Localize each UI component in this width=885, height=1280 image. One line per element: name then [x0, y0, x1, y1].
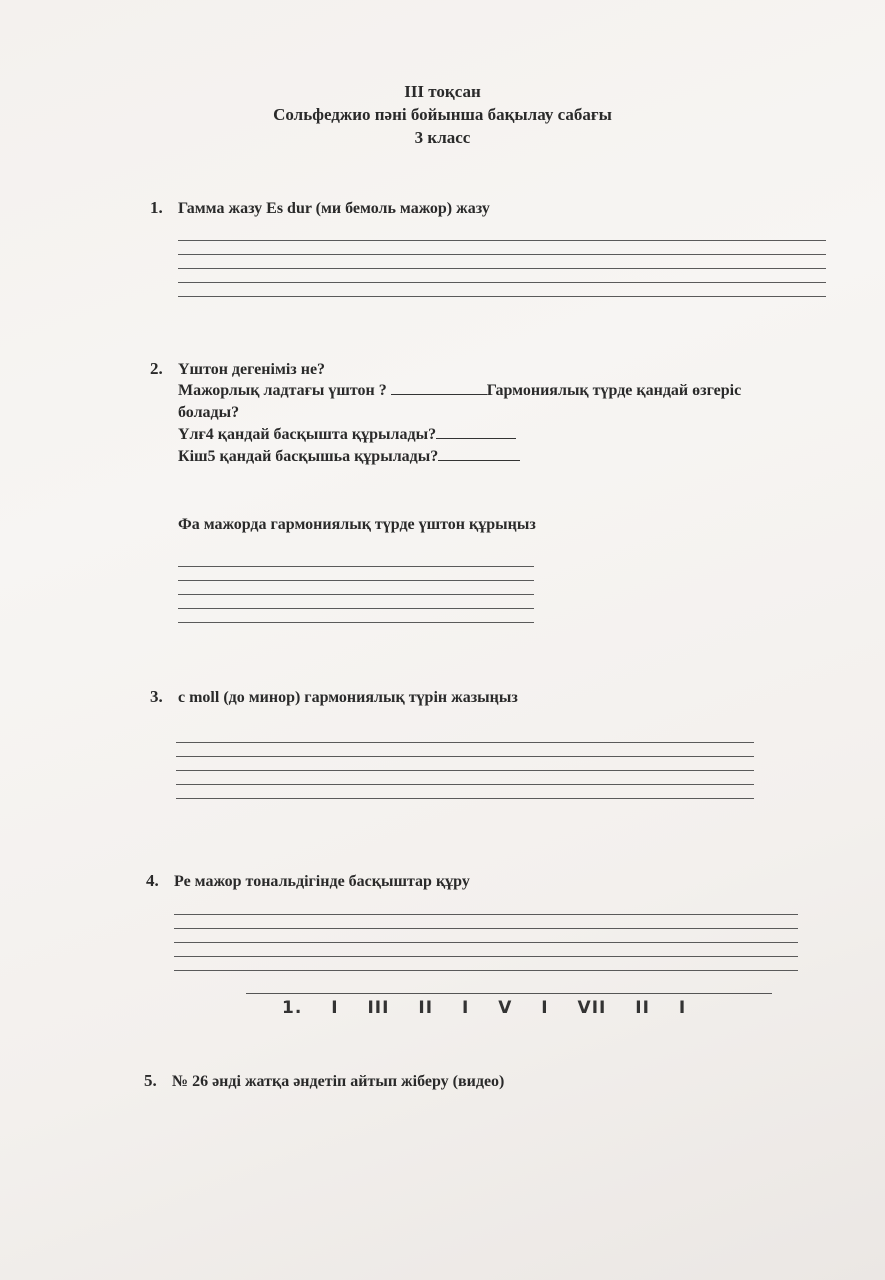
q2-answer-blank-2[interactable]	[436, 424, 516, 439]
q2-line2a: Мажорлық ладтағы үштон ?	[178, 382, 387, 399]
grade-heading: 3 класс	[414, 128, 471, 147]
term-heading: III тоқсан	[404, 82, 481, 101]
q3-text: c moll (до минор) гармониялық түрін жазыңыз	[178, 689, 518, 706]
q1-staff	[178, 240, 826, 310]
page-title: Сольфеджио пәні бойынша бақылау сабағы	[273, 105, 612, 124]
q2-line1: Үштон дегеніміз не?	[178, 361, 326, 378]
q5-text: № 26 әнді жатқа әндетіп айтып жіберу (видео)	[172, 1073, 505, 1090]
q3-number: 3.	[150, 687, 163, 706]
q2-answer-blank-1[interactable]	[391, 380, 487, 395]
degree-9: I	[678, 998, 687, 1018]
degree-7: VII	[577, 998, 607, 1018]
q2-number: 2.	[150, 359, 163, 378]
q2-answer-blank-3[interactable]	[438, 446, 520, 461]
degree-divider	[246, 993, 772, 994]
degree-3: II	[418, 998, 434, 1018]
degree-5: V	[498, 998, 513, 1018]
q4-staff	[174, 914, 798, 984]
degree-8: II	[635, 998, 650, 1018]
q4-text: Ре мажор тональдігінде басқыштар құру	[174, 873, 470, 890]
q3-staff	[176, 742, 754, 812]
degree-4: I	[461, 998, 470, 1018]
degree-0: 1.	[282, 998, 303, 1018]
q2-line4-text: Үлғ4 қандай басқышта құрылады?	[178, 426, 437, 443]
q2-line5-text: Кіш5 қандай басқышьа құрылады?	[178, 448, 439, 465]
q2-line2b: Гармониялық түрде қандай өзгеріс	[486, 382, 742, 399]
q1-text: Гамма жазу Es dur (ми бемоль мажор) жазу	[178, 200, 490, 217]
q1-number: 1.	[150, 198, 163, 217]
q2-task: Фа мажорда гармониялық түрде үштон құрыңыз	[178, 516, 536, 533]
q4-degree-sequence	[282, 998, 708, 1018]
q2-staff	[178, 566, 534, 636]
degree-6: I	[541, 998, 549, 1018]
q5-number: 5.	[144, 1071, 157, 1090]
degree-1: I	[331, 998, 339, 1018]
q2-line4	[178, 424, 516, 446]
q4-number: 4.	[146, 871, 159, 890]
q2-line3: болады?	[178, 404, 240, 421]
degree-2: III	[367, 998, 390, 1018]
q2-line5	[178, 446, 520, 468]
q2-line2	[178, 380, 838, 402]
